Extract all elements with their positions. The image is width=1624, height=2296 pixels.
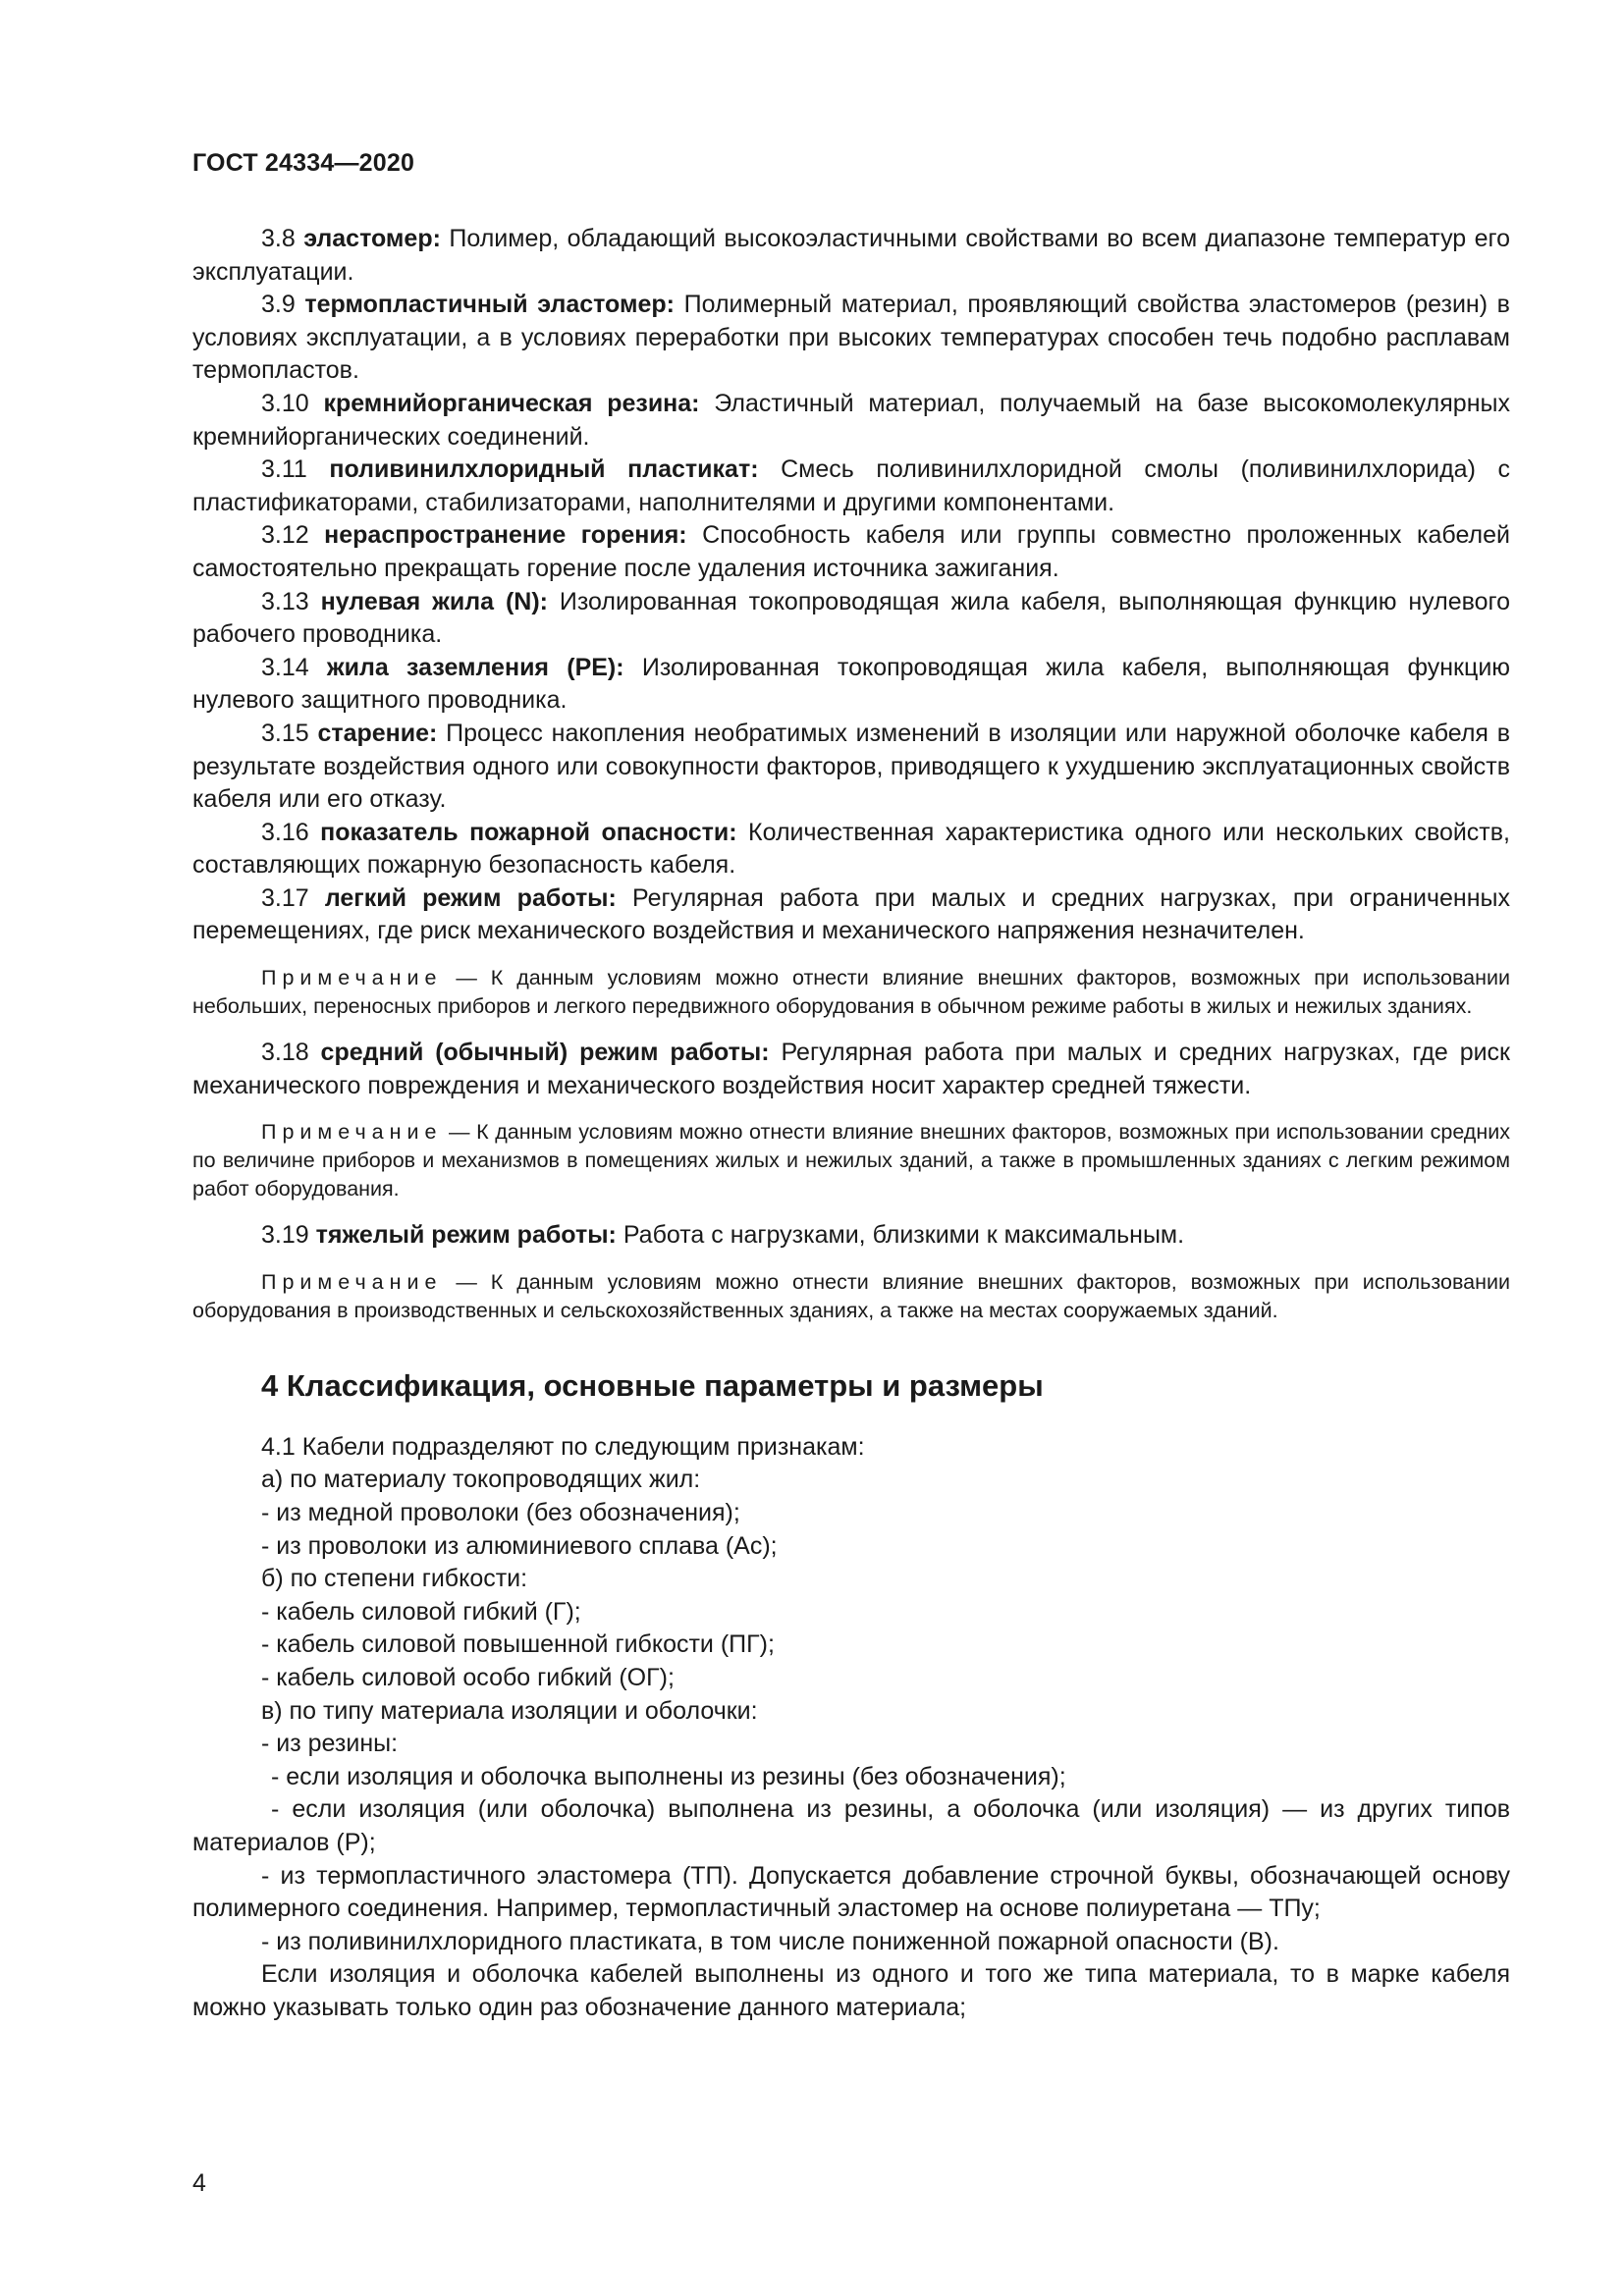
section-4-subitem: - если изоляция и оболочка выполнены из резины (без обозначения); <box>271 1762 1066 1790</box>
definition-3-17: 3.17 легкий режим работы: Регулярная работа при малых и средних нагрузках, при ограниченных перемещениях, где риск механического воздействия и механического напряжения незначителен. <box>192 883 1510 945</box>
section-4-line: - кабель силовой повышенной гибкости (ПГ); <box>261 1630 775 1659</box>
section-4-line: - из резины: <box>261 1730 399 1758</box>
section-4-line: - из медной проволоки (без обозначения); <box>261 1499 740 1527</box>
page-number: 4 <box>192 2169 206 2197</box>
page-content <box>192 223 1510 2025</box>
section-4-line: - из поливинилхлоридного пластиката, в том числе пониженной пожарной опасности (В). <box>261 1927 1279 1955</box>
definition-3-12: 3.12 нераспространение горения: Способность кабеля или группы совместно проложенных кабелей самостоятельно прекращать горение после удаления источника зажигания. <box>192 521 1510 582</box>
definition-3-15: 3.15 старение: Процесс накопления необратимых изменений в изоляции или наружной оболочке кабеля в результате воздействия одного или совокупности факторов, приводящего к ухудшению эксплуатационных свойств кабеля или его отказу. <box>192 719 1511 814</box>
note-2: Примечание — К данным условиям можно отнести влияние внешних факторов, возможных при использовании средних по величине приборов и механизмов в помещениях жилых и нежилых зданий, а также в промышленных зданиях с легким режимом работ оборудования. <box>192 1120 1510 1201</box>
section-4-line: 4.1 Кабели подразделяют по следующим признакам: <box>261 1432 865 1461</box>
section-4-line: - из проволоки из алюминиевого сплава (Ас); <box>261 1531 778 1560</box>
section-4-line: Если изоляция и оболочка кабелей выполнены из одного и того же типа материала, то в марке кабеля можно указывать только один раз обозначение данного материала; <box>192 1960 1510 2021</box>
definition-3-10: 3.10 кремнийорганическая резина: Эластичный материал, получаемый на базе высокомолекулярных кремнийорганических соединений. <box>192 389 1510 451</box>
document-header: ГОСТ 24334—2020 <box>192 149 415 177</box>
section-4-line: - кабель силовой гибкий (Г); <box>261 1597 581 1626</box>
definition-3-16: 3.16 показатель пожарной опасности: Количественная характеристика одного или нескольких свойств, составляющих пожарную безопасность кабеля. <box>192 818 1510 880</box>
note-3: Примечание — К данным условиям можно отнести влияние внешних факторов, возможных при использовании оборудования в производственных и сельскохозяйственных зданиях, а также на местах сооружаемых зданий. <box>192 1269 1510 1322</box>
definition-3-13: 3.13 нулевая жила (N): Изолированная токопроводящая жила кабеля, выполняющая функцию нулевого рабочего проводника. <box>192 587 1510 649</box>
section-4-line: в) по типу материала изоляции и оболочки: <box>261 1696 758 1725</box>
section-4-line: б) по степени гибкости: <box>261 1565 528 1593</box>
definition-3-9: 3.9 термопластичный эластомер: Полимерный материал, проявляющий свойства эластомеров (резин) в условиях эксплуатации, а в условиях переработки при высоких температурах способен течь подобно расплавам термопластов. <box>192 291 1510 385</box>
definition-3-11: 3.11 поливинилхлоридный пластикат: Смесь поливинилхлоридной смолы (поливинилхлорида) с пластификаторами, стабилизаторами, наполнителями и другими компонентами. <box>192 455 1510 516</box>
note-1: Примечание — К данным условиям можно отнести влияние внешних факторов, возможных при использовании небольших, переносных приборов и легкого передвижного оборудования в обычном режиме работы в жилых и нежилых зданиях. <box>192 966 1510 1019</box>
definition-3-19: 3.19 тяжелый режим работы: Работа с нагрузками, близкими к максимальным. <box>261 1221 1185 1250</box>
definition-3-8: 3.8 эластомер: Полимер, обладающий высокоэластичными свойствами во всем диапазоне температур его эксплуатации. <box>192 225 1511 286</box>
section-4-line: а) по материалу токопроводящих жил: <box>261 1466 701 1494</box>
section-4-line: - кабель силовой особо гибкий (ОГ); <box>261 1664 675 1691</box>
definition-3-14: 3.14 жила заземления (PE): Изолированная токопроводящая жила кабеля, выполняющая функцию нулевого защитного проводника. <box>192 653 1511 715</box>
section-4-title: 4 Классификация, основные параметры и размеры <box>261 1367 1044 1403</box>
section-4-subitem: - если изоляция (или оболочка) выполнена из резины, а оболочка (или изоляция) — из других типов материалов (Р); <box>192 1795 1510 1856</box>
definition-3-18: 3.18 средний (обычный) режим работы: Регулярная работа при малых и средних нагрузках, где риск механического повреждения и механического воздействия носит характер средней тяжести. <box>192 1039 1510 1099</box>
section-4-line: - из термопластичного эластомера (ТП). Допускается добавление строчной буквы, обозначающей основу полимерного соединения. Например, термопластичный эластомер на основе полиуретана — ТПу; <box>192 1861 1510 1923</box>
